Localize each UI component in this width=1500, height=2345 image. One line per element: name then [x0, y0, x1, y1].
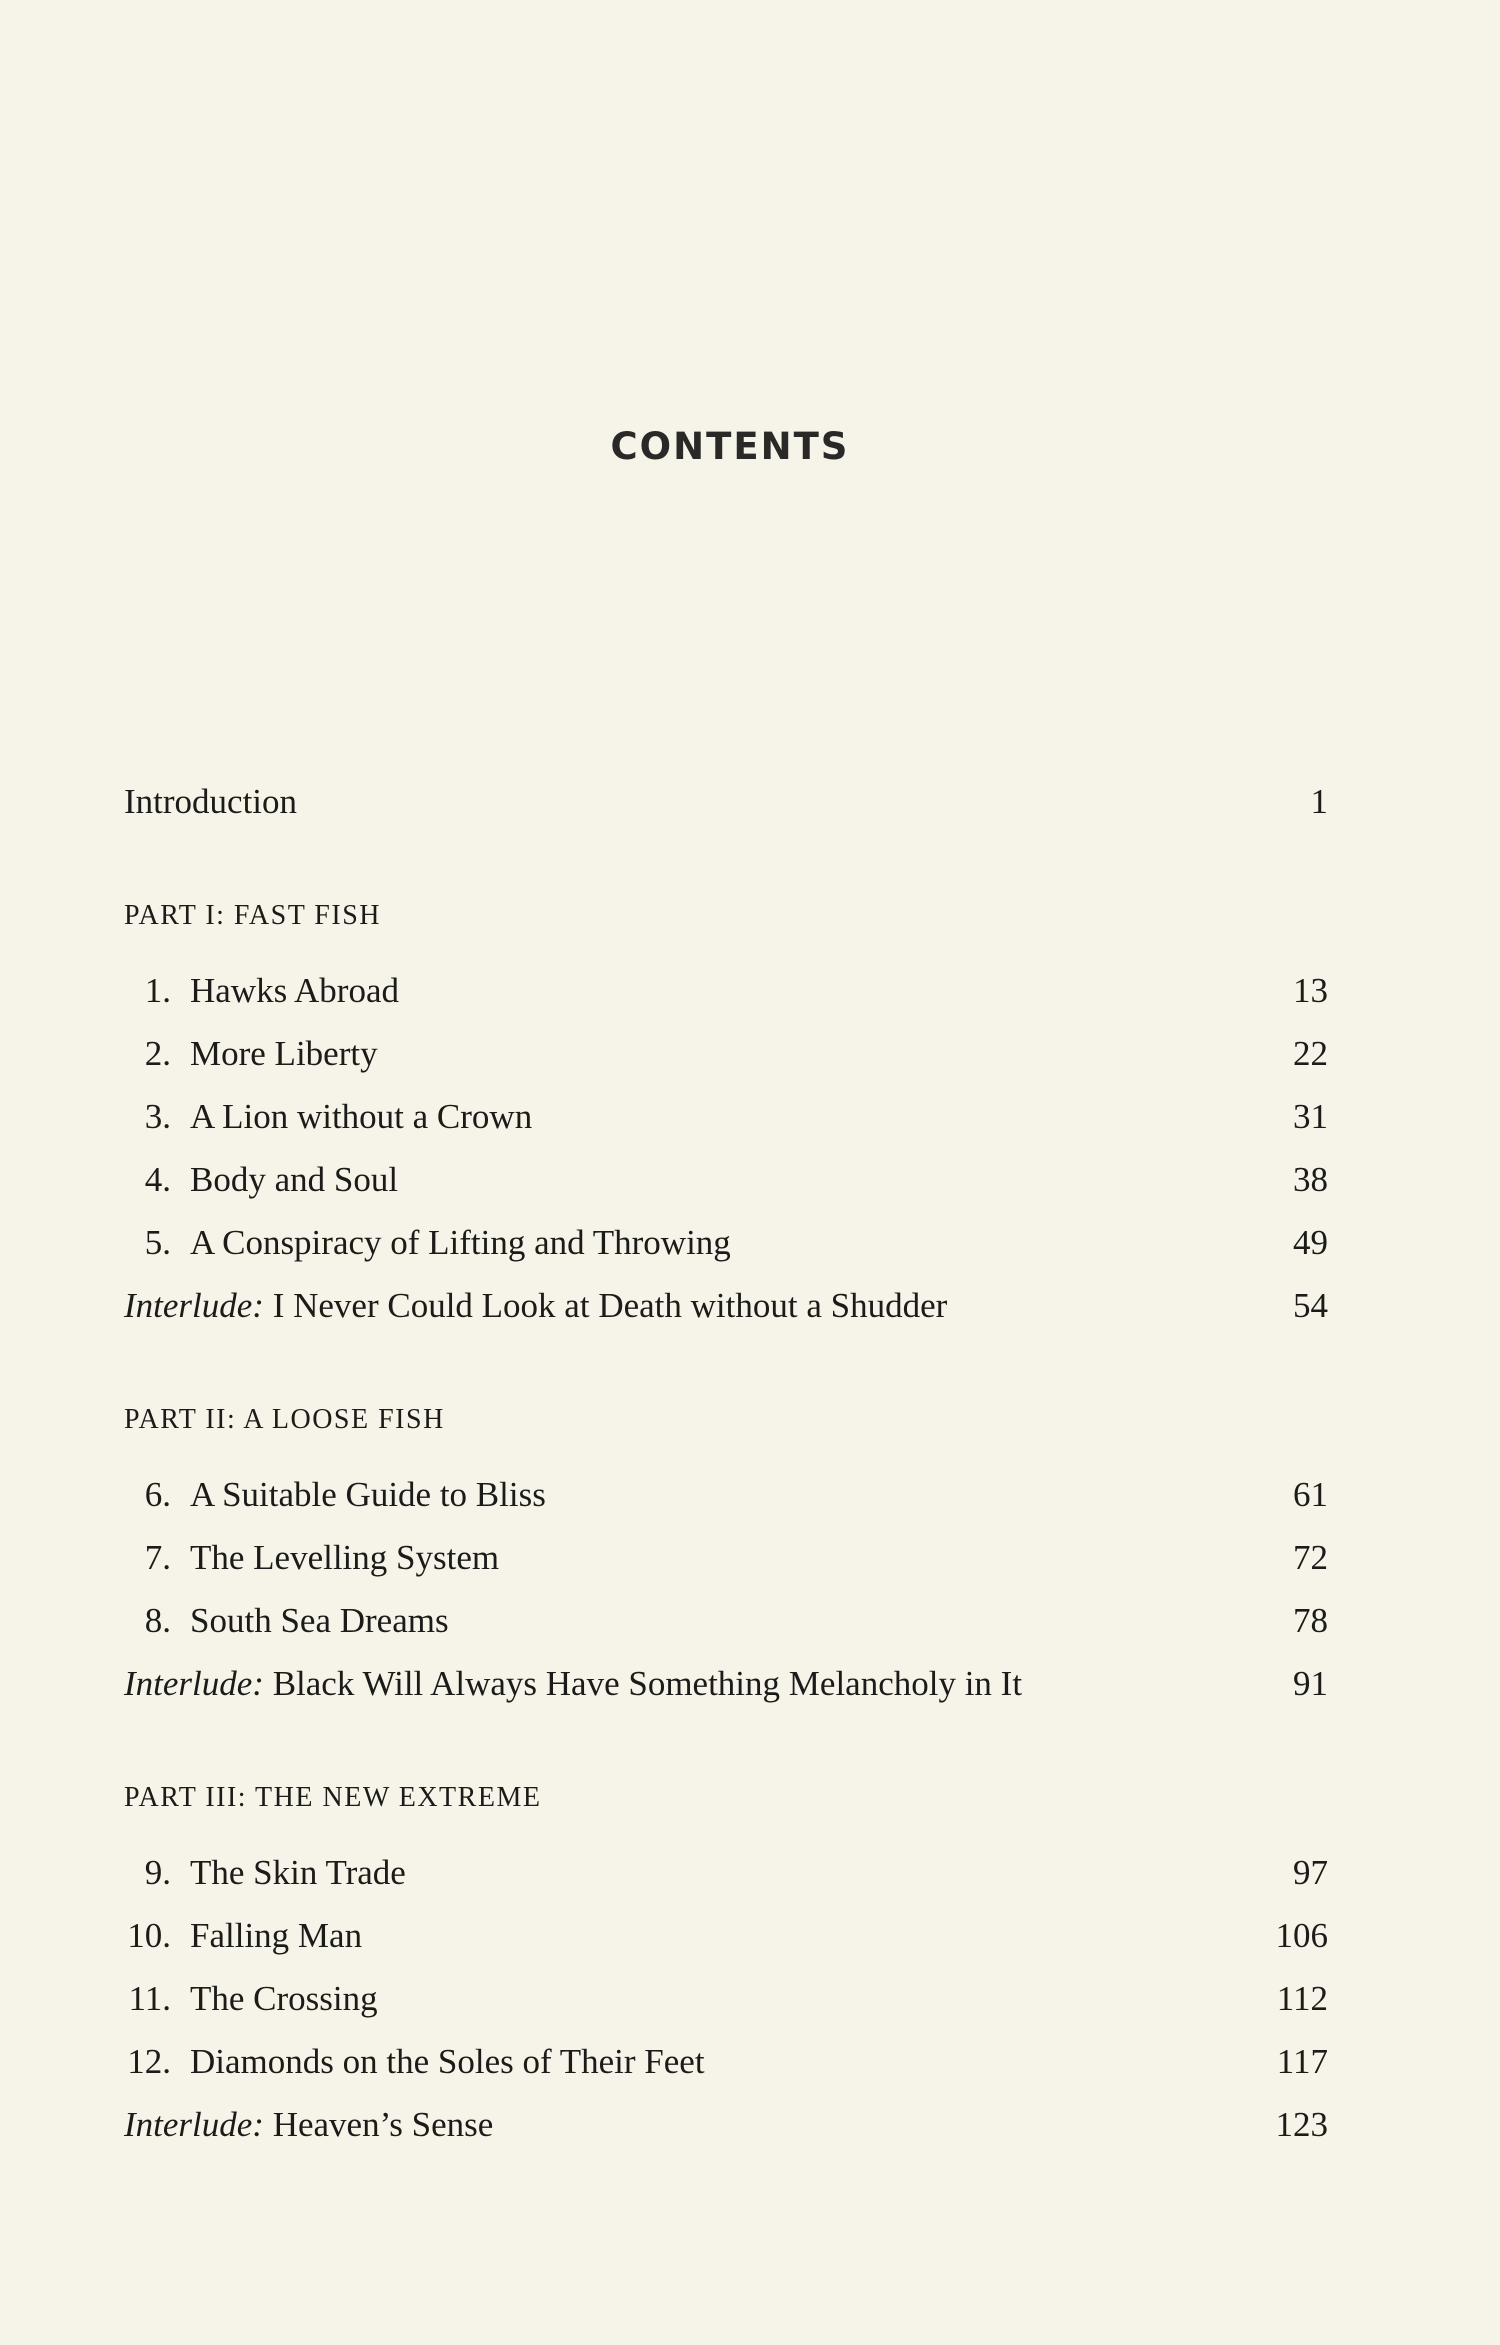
- entry-page: 54: [1293, 1286, 1328, 1325]
- entry-label: A Suitable Guide to Bliss: [190, 1475, 546, 1514]
- entry-label: The Skin Trade: [190, 1853, 406, 1892]
- entry-page: 61: [1293, 1475, 1328, 1514]
- entry-label: Body and Soul: [190, 1160, 399, 1199]
- entry-page: 112: [1276, 1979, 1328, 2018]
- toc-entry-chapter-1[interactable]: [124, 959, 1328, 1022]
- entry-label: Diamonds on the Soles of Their Feet: [190, 2042, 705, 2081]
- page-title: CONTENTS: [610, 425, 850, 468]
- toc-entry-chapter-10[interactable]: [124, 1904, 1328, 1967]
- chapter-number: 2.: [144, 1034, 171, 1073]
- chapter-number: 5.: [144, 1223, 171, 1262]
- toc-entry-chapter-8[interactable]: [124, 1589, 1328, 1652]
- entry-page: 117: [1276, 2042, 1328, 2081]
- toc-entry-chapter-7[interactable]: [124, 1526, 1328, 1589]
- entry-page: 123: [1275, 2105, 1328, 2144]
- entry-label: [124, 1652, 1022, 1715]
- entry-page: 72: [1293, 1538, 1328, 1577]
- toc-entry-chapter-6[interactable]: [124, 1463, 1328, 1526]
- entry-page: 78: [1293, 1601, 1328, 1640]
- entry-page: 22: [1293, 1034, 1328, 1073]
- toc-entry-chapter-2[interactable]: [124, 1022, 1328, 1085]
- interlude-title: I Never Could Look at Death without a Shudder: [272, 1286, 948, 1325]
- entry-page: 1: [1310, 782, 1328, 821]
- chapter-number: 10.: [127, 1916, 171, 1955]
- chapter-number: 11.: [128, 1979, 171, 2018]
- chapter-number: 6.: [144, 1475, 171, 1514]
- toc-entry-chapter-3[interactable]: [124, 1085, 1328, 1148]
- entry-page: 49: [1293, 1223, 1328, 1262]
- toc-entry-chapter-4[interactable]: [124, 1148, 1328, 1211]
- entry-label: [124, 2093, 493, 2156]
- part-heading-2: PART II: A LOOSE FISH: [124, 1404, 445, 1435]
- entry-label: Hawks Abroad: [190, 971, 399, 1010]
- toc-entry-interlude-3[interactable]: [124, 2093, 1328, 2156]
- toc-entry-chapter-5[interactable]: [124, 1211, 1328, 1274]
- toc-entry-chapter-11[interactable]: [124, 1967, 1328, 2030]
- chapter-number: 7.: [144, 1538, 171, 1577]
- part-heading-3: PART III: THE NEW EXTREME: [124, 1782, 542, 1813]
- entry-page: 97: [1293, 1853, 1328, 1892]
- table-of-contents: [124, 770, 1328, 2156]
- entry-label: More Liberty: [190, 1034, 378, 1073]
- chapter-number: 3.: [144, 1097, 171, 1136]
- entry-page: 91: [1293, 1664, 1328, 1703]
- interlude-prefix: Interlude:: [124, 1664, 264, 1703]
- interlude-title: Black Will Always Have Something Melancholy in It: [272, 1664, 1023, 1703]
- entry-label: The Levelling System: [190, 1538, 500, 1577]
- entry-label: South Sea Dreams: [190, 1601, 449, 1640]
- entry-label: A Lion without a Crown: [190, 1097, 533, 1136]
- chapter-number: 1.: [144, 971, 171, 1010]
- interlude-prefix: Interlude:: [124, 1286, 264, 1325]
- toc-entry-chapter-12[interactable]: [124, 2030, 1328, 2093]
- entry-page: 31: [1293, 1097, 1328, 1136]
- toc-entry-interlude-2[interactable]: [124, 1652, 1328, 1715]
- toc-entry-interlude-1[interactable]: [124, 1274, 1328, 1337]
- interlude-prefix: Interlude:: [124, 2105, 264, 2144]
- toc-entry-chapter-9[interactable]: [124, 1841, 1328, 1904]
- toc-entry-introduction[interactable]: [124, 770, 1328, 833]
- chapter-number: 4.: [144, 1160, 171, 1199]
- entry-label: A Conspiracy of Lifting and Throwing: [190, 1223, 731, 1262]
- entry-page: 13: [1293, 971, 1328, 1010]
- entry-label: [124, 1274, 947, 1337]
- entry-label: Introduction: [124, 782, 298, 821]
- part-heading-1: PART I: FAST FISH: [124, 900, 381, 931]
- entry-page: 38: [1293, 1160, 1328, 1199]
- interlude-title: Heaven’s Sense: [272, 2105, 494, 2144]
- entry-label: Falling Man: [190, 1916, 363, 1955]
- chapter-number: 9.: [144, 1853, 171, 1892]
- chapter-number: 8.: [144, 1601, 171, 1640]
- entry-page: 106: [1275, 1916, 1328, 1955]
- chapter-number: 12.: [127, 2042, 171, 2081]
- entry-label: The Crossing: [190, 1979, 378, 2018]
